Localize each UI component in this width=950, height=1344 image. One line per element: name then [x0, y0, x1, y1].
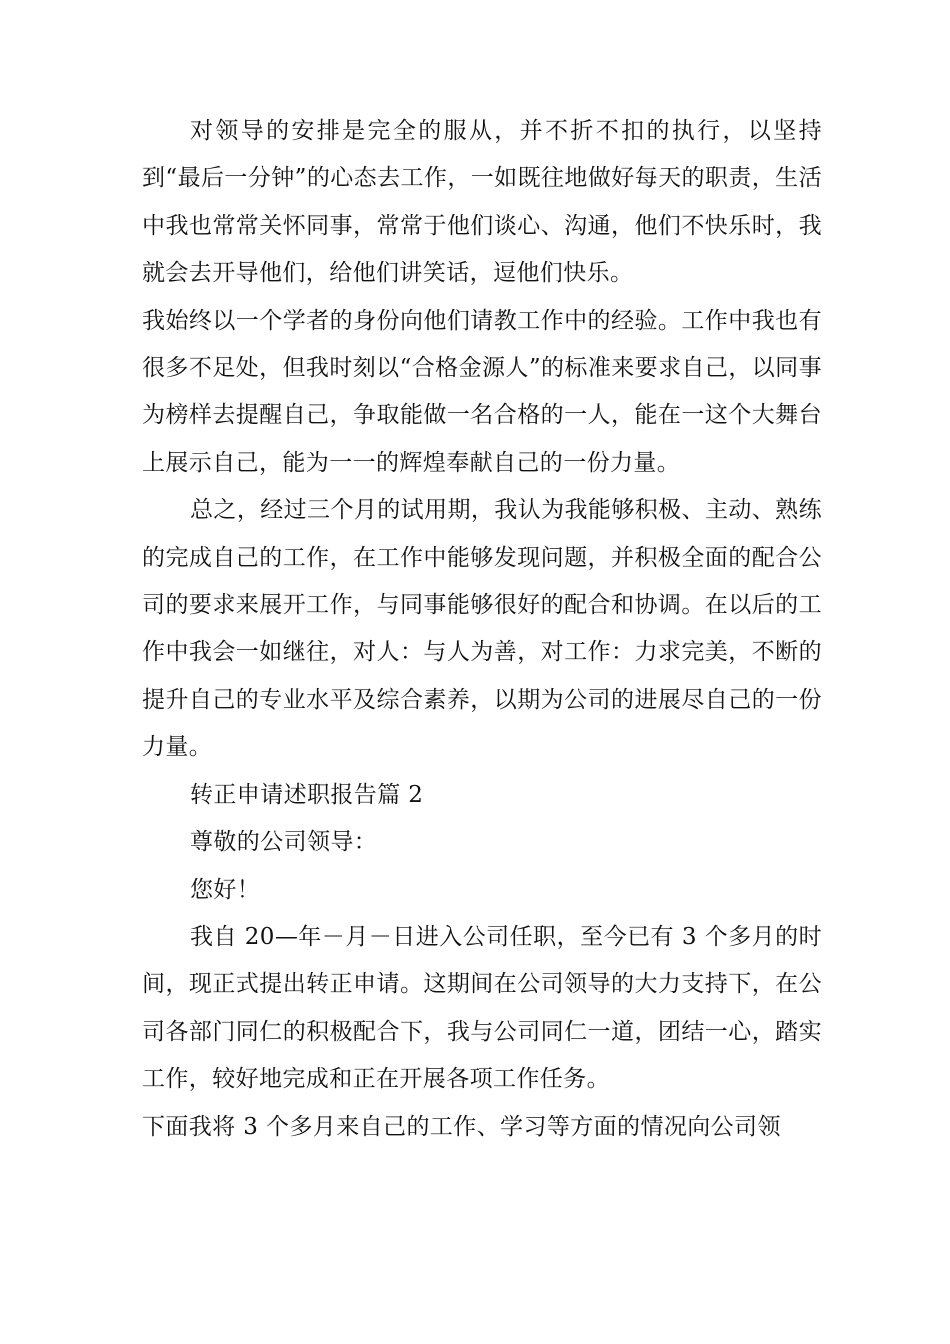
- paragraph-report-intro: 下面我将 3 个多月来自己的工作、学习等方面的情况向公司领: [142, 1113, 781, 1140]
- paragraph-learning: 我始终以一个学者的身份向他们请教工作中的经验。工作中我也有很多不足处，但我时刻以“合格金源人”的标准来要求自己，以同事为榜样去提醒自己，争取能做一名合格的一人，能在一这个大舞台上展示自己，能为一一的辉煌奉献自己的一份力量。: [142, 307, 822, 476]
- paragraph-application: 我自 20—年－月－日进入公司任职，至今已有 3 个多月的时间，现正式提出转正申请。这期间在公司领导的大力支持下，在公司各部门同仁的积极配合下，我与公司同仁一道，团结一心，踏实工作，较好地完成和正在开展各项工作任务。: [142, 923, 822, 1093]
- greeting: 您好！: [190, 876, 261, 903]
- paragraph-summary: 总之，经过三个月的试用期，我认为我能够积极、主动、熟练的完成自己的工作，在工作中能够发现问题，并积极全面的配合公司的要求来展开工作，与同事能够很好的配合和协调。在以后的工作中我会一如继往，对人：与人为善，对工作：力求完美，不断的提升自己的专业水平及综合素养，以期为公司的进展尽自己的一份力量。: [142, 497, 822, 761]
- paragraph-cooperation: 对领导的安排是完全的服从，并不折不扣的执行，以坚持到“最后一分钟”的心态去工作，一如既往地做好每天的职责，生活中我也常常关怀同事，常常于他们谈心、沟通，他们不快乐时，我就会去开导他们，给他们讲笑话，逗他们快乐。: [142, 118, 822, 287]
- section-heading: 转正申请述职报告篇 2: [190, 781, 424, 808]
- document-page: [142, 108, 822, 1151]
- salutation: 尊敬的公司领导：: [190, 829, 378, 856]
